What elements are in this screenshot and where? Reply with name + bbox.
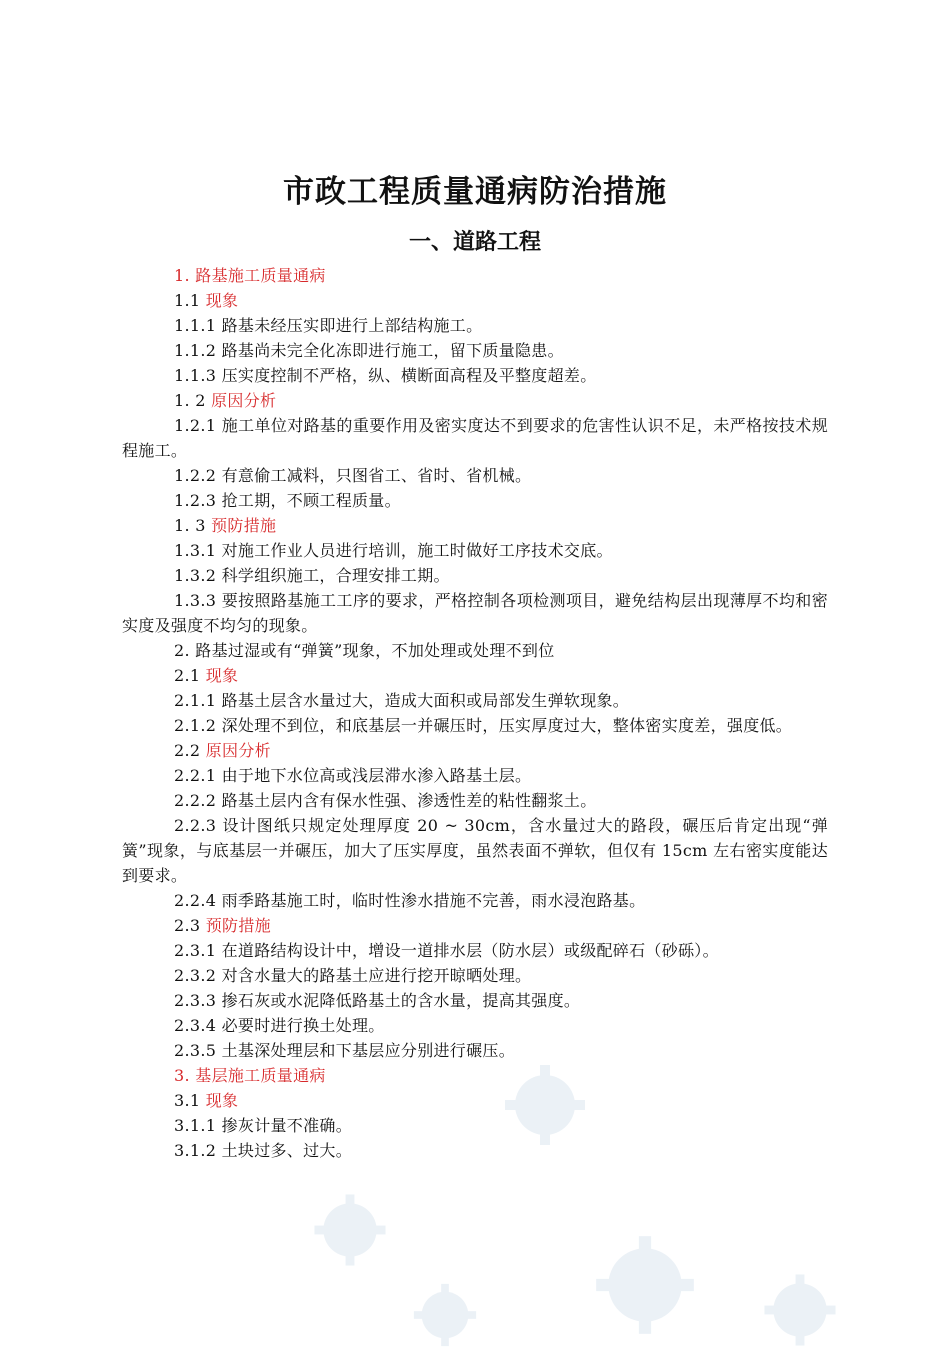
paragraph-number: 1.2.2: [174, 466, 217, 485]
paragraph-number: 1.3.2: [174, 566, 217, 585]
paragraph: [122, 413, 828, 463]
subheading-text: 原因分析: [205, 741, 271, 760]
paragraph-text: 在道路结构设计中，增设一道排水层（防水层）或级配碎石（砂砾）。: [221, 941, 719, 960]
paragraph-text: 路基过湿或有“弹簧”现象，不加处理或处理不到位: [195, 641, 555, 660]
paragraph-text: 掺灰计量不准确。: [221, 1116, 353, 1135]
paragraph: [122, 938, 828, 963]
paragraph: [122, 1088, 828, 1113]
paragraph-number: 3.: [174, 1066, 190, 1085]
paragraph-number: 1.1.3: [174, 366, 217, 385]
paragraph: [122, 263, 828, 288]
paragraph-number: 1. 3: [174, 516, 206, 535]
paragraph-text: 路基土层内含有保水性强、渗透性差的粘性翻浆土。: [221, 791, 597, 810]
paragraph-number: 1.1.2: [174, 341, 217, 360]
paragraph-number: 2.3: [174, 916, 201, 935]
paragraph: [122, 363, 828, 388]
paragraph: [122, 913, 828, 938]
paragraph: [122, 813, 828, 888]
paragraph-number: 1.1: [174, 291, 201, 310]
paragraph: [122, 1013, 828, 1038]
paragraph: [122, 963, 828, 988]
paragraph-text: 必要时进行换土处理。: [221, 1016, 385, 1035]
paragraph-text: 要按照路基施工工序的要求，严格控制各项检测项目，避免结构层出现薄厚不均和密实度及强度不均匀的现象。: [122, 591, 828, 635]
paragraph-text: 路基未经压实即进行上部结构施工。: [221, 316, 483, 335]
watermark-snowflake-icon: [310, 1190, 390, 1270]
paragraph: [122, 888, 828, 913]
paragraph: [122, 538, 828, 563]
paragraph: [122, 1038, 828, 1063]
paragraph: [122, 763, 828, 788]
subheading-text: 路基施工质量通病: [195, 266, 326, 285]
document-body: [122, 263, 828, 1163]
paragraph: [122, 463, 828, 488]
paragraph: [122, 713, 828, 738]
paragraph-number: 1.1.1: [174, 316, 217, 335]
paragraph-number: 1.3.3: [174, 591, 217, 610]
paragraph: [122, 988, 828, 1013]
paragraph: [122, 1138, 828, 1163]
paragraph-number: 2.3.5: [174, 1041, 217, 1060]
paragraph-text: 路基土层含水量过大，造成大面积或局部发生弹软现象。: [221, 691, 630, 710]
paragraph: [122, 563, 828, 588]
paragraph-text: 土块过多、过大。: [221, 1141, 353, 1160]
paragraph-number: 2.2.1: [174, 766, 217, 785]
subheading-text: 现象: [205, 1091, 239, 1110]
paragraph-number: 2.: [174, 641, 190, 660]
paragraph-text: 有意偷工减料，只图省工、省时、省机械。: [221, 466, 532, 485]
paragraph: [122, 513, 828, 538]
subheading-text: 现象: [205, 666, 239, 685]
paragraph-number: 2.3.3: [174, 991, 217, 1010]
paragraph-number: 2.2.2: [174, 791, 217, 810]
watermark-snowflake-icon: [410, 1280, 480, 1350]
paragraph-number: 2.2.4: [174, 891, 217, 910]
paragraph-number: 2.3.2: [174, 966, 217, 985]
document-title: 市政工程质量通病防治措施: [283, 174, 667, 210]
paragraph: [122, 488, 828, 513]
paragraph: [122, 338, 828, 363]
paragraph: [122, 638, 828, 663]
paragraph-number: 3.1.2: [174, 1141, 217, 1160]
paragraph-number: 1. 2: [174, 391, 206, 410]
paragraph-text: 施工单位对路基的重要作用及密实度达不到要求的危害性认识不足，未严格按技术规程施工。: [122, 416, 828, 460]
paragraph-number: 2.3.1: [174, 941, 217, 960]
paragraph: [122, 588, 828, 638]
paragraph-text: 掺石灰或水泥降低路基土的含水量，提高其强度。: [221, 991, 581, 1010]
paragraph-text: 科学组织施工，合理安排工期。: [221, 566, 450, 585]
subheading-text: 现象: [205, 291, 239, 310]
paragraph-number: 2.3.4: [174, 1016, 217, 1035]
paragraph-text: 压实度控制不严格，纵、横断面高程及平整度超差。: [221, 366, 597, 385]
paragraph-number: 2.1: [174, 666, 201, 685]
paragraph-text: 由于地下水位高或浅层滞水渗入路基土层。: [221, 766, 532, 785]
watermark-snowflake-icon: [590, 1230, 700, 1340]
paragraph-number: 3.1.1: [174, 1116, 217, 1135]
paragraph: [122, 788, 828, 813]
paragraph: [122, 688, 828, 713]
paragraph-text: 设计图纸只规定处理厚度 20 ~ 30cm，含水量过大的路段，碾压后肯定出现“弹簧”现象，与底基层一并碾压，加大了压实厚度，虽然表面不弹软，但仅有 15cm 左右密实度能达到要求。: [122, 816, 828, 885]
paragraph-number: 1.2.1: [174, 416, 217, 435]
paragraph: [122, 1113, 828, 1138]
subheading-text: 预防措施: [211, 516, 277, 535]
paragraph-number: 2.2.3: [174, 816, 217, 835]
paragraph-number: 2.1.2: [174, 716, 217, 735]
paragraph-text: 抢工期，不顾工程质量。: [221, 491, 401, 510]
subheading-text: 预防措施: [205, 916, 271, 935]
paragraph-text: 土基深处理层和下基层应分别进行碾压。: [221, 1041, 516, 1060]
paragraph-number: 1.3.1: [174, 541, 217, 560]
paragraph-text: 雨季路基施工时，临时性渗水措施不完善，雨水浸泡路基。: [221, 891, 646, 910]
subheading-text: 原因分析: [211, 391, 277, 410]
paragraph: [122, 313, 828, 338]
paragraph-number: 2.2: [174, 741, 201, 760]
section-heading: 一、道路工程: [408, 230, 541, 255]
paragraph-text: 对施工作业人员进行培训，施工时做好工序技术交底。: [221, 541, 613, 560]
paragraph: [122, 738, 828, 763]
paragraph: [122, 1063, 828, 1088]
watermark-snowflake-icon: [760, 1270, 840, 1350]
paragraph-number: 1.2.3: [174, 491, 217, 510]
paragraph-text: 对含水量大的路基土应进行挖开晾晒处理。: [221, 966, 532, 985]
paragraph-number: 1.: [174, 266, 190, 285]
paragraph-number: 2.1.1: [174, 691, 217, 710]
paragraph-text: 路基尚未完全化冻即进行施工，留下质量隐患。: [221, 341, 564, 360]
paragraph: [122, 388, 828, 413]
subheading-text: 基层施工质量通病: [195, 1066, 326, 1085]
paragraph: [122, 663, 828, 688]
paragraph-number: 3.1: [174, 1091, 201, 1110]
paragraph: [122, 288, 828, 313]
paragraph-text: 深处理不到位，和底基层一并碾压时，压实厚度过大，整体密实度差，强度低。: [221, 716, 793, 735]
